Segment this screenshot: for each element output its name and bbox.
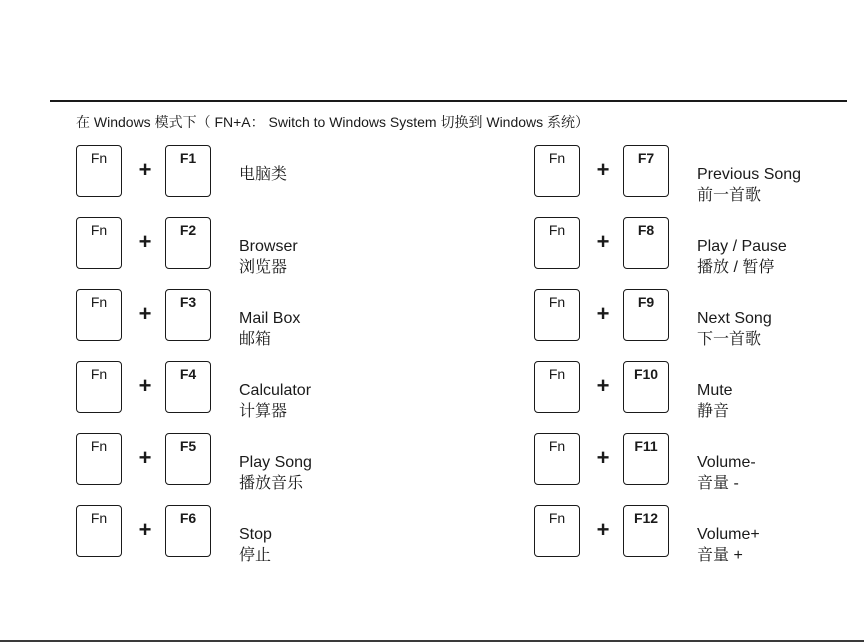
fn-key: Fn (76, 145, 122, 197)
fn-key: Fn (76, 433, 122, 485)
shortcut-label (239, 308, 300, 350)
label-zh: 邮箱 (239, 331, 272, 348)
fn-key: Fn (534, 433, 580, 485)
label-en: Play Song (239, 454, 312, 471)
shortcut-row-f7 (534, 145, 854, 217)
plus-sign: + (138, 445, 152, 470)
plus-sign: + (138, 373, 152, 398)
label-en: Play / Pause (697, 238, 787, 255)
f10-key: F10 (623, 361, 669, 413)
shortcut-label (697, 452, 756, 494)
label-en: Mute (697, 382, 733, 399)
intro-text: 在 Windows 模式下（ FN+A： Switch to Windows System 切换到 Windows 系统） (76, 114, 590, 130)
plus-sign: + (596, 157, 610, 182)
shortcut-row-f8 (534, 217, 854, 289)
f11-key: F11 (623, 433, 669, 485)
fn-key: Fn (534, 217, 580, 269)
plus-sign: + (596, 373, 610, 398)
shortcut-label (697, 380, 733, 422)
label-en: Volume+ (697, 526, 760, 543)
label-zh: 浏览器 (239, 259, 288, 276)
plus-sign: + (138, 157, 152, 182)
shortcut-row-f10 (534, 361, 854, 433)
plus-sign: + (138, 229, 152, 254)
plus-sign: + (596, 229, 610, 254)
fn-key: Fn (76, 361, 122, 413)
label-zh: 计算器 (239, 403, 288, 420)
label-en: Calculator (239, 382, 312, 399)
label-en: Browser (239, 238, 298, 255)
plus-sign: + (596, 445, 610, 470)
fn-key: Fn (534, 361, 580, 413)
label-zh: 停止 (239, 547, 272, 564)
label-zh: 前一首歌 (697, 187, 762, 204)
f5-key: F5 (165, 433, 211, 485)
f4-key: F4 (165, 361, 211, 413)
shortcut-row-f2 (76, 217, 396, 289)
shortcut-row-f5 (76, 433, 396, 505)
shortcut-row-f4 (76, 361, 396, 433)
shortcut-label (239, 164, 287, 185)
f7-key: F7 (623, 145, 669, 197)
plus-sign: + (596, 301, 610, 326)
shortcut-label (239, 452, 312, 494)
label-en: Mail Box (239, 310, 301, 327)
fn-key: Fn (534, 505, 580, 557)
label-zh: 电脑类 (239, 166, 288, 183)
shortcut-label (697, 236, 787, 278)
shortcut-row-f6 (76, 505, 396, 577)
f6-key: F6 (165, 505, 211, 557)
shortcut-row-f11 (534, 433, 854, 505)
header-rule (50, 100, 847, 102)
shortcut-row-f1 (76, 145, 396, 217)
label-en: Next Song (697, 310, 772, 327)
label-en: Stop (239, 526, 272, 543)
shortcut-label (239, 524, 272, 566)
shortcut-label (239, 236, 298, 278)
fn-key: Fn (76, 289, 122, 341)
f8-key: F8 (623, 217, 669, 269)
plus-sign: + (138, 301, 152, 326)
left-shortcut-column (76, 145, 396, 577)
fn-key: Fn (534, 145, 580, 197)
fn-key: Fn (534, 289, 580, 341)
shortcut-label (697, 164, 801, 206)
fn-key: Fn (76, 505, 122, 557)
plus-sign: + (138, 517, 152, 542)
shortcut-label (697, 308, 772, 350)
label-en: Volume- (697, 454, 756, 471)
f3-key: F3 (165, 289, 211, 341)
label-zh: 下一首歌 (697, 331, 762, 348)
plus-sign: + (596, 517, 610, 542)
f2-key: F2 (165, 217, 211, 269)
f9-key: F9 (623, 289, 669, 341)
label-zh: 音量 + (697, 547, 743, 564)
f12-key: F12 (623, 505, 669, 557)
label-zh: 播放 / 暂停 (697, 259, 775, 276)
right-shortcut-column (534, 145, 854, 577)
f1-key: F1 (165, 145, 211, 197)
shortcut-label (239, 380, 311, 422)
label-zh: 播放音乐 (239, 475, 304, 492)
label-zh: 静音 (697, 403, 730, 420)
shortcut-row-f9 (534, 289, 854, 361)
shortcut-row-f12 (534, 505, 854, 577)
shortcut-label (697, 524, 760, 566)
label-zh: 音量 - (697, 475, 739, 492)
shortcut-row-f3 (76, 289, 396, 361)
label-en: Previous Song (697, 166, 802, 183)
fn-key: Fn (76, 217, 122, 269)
